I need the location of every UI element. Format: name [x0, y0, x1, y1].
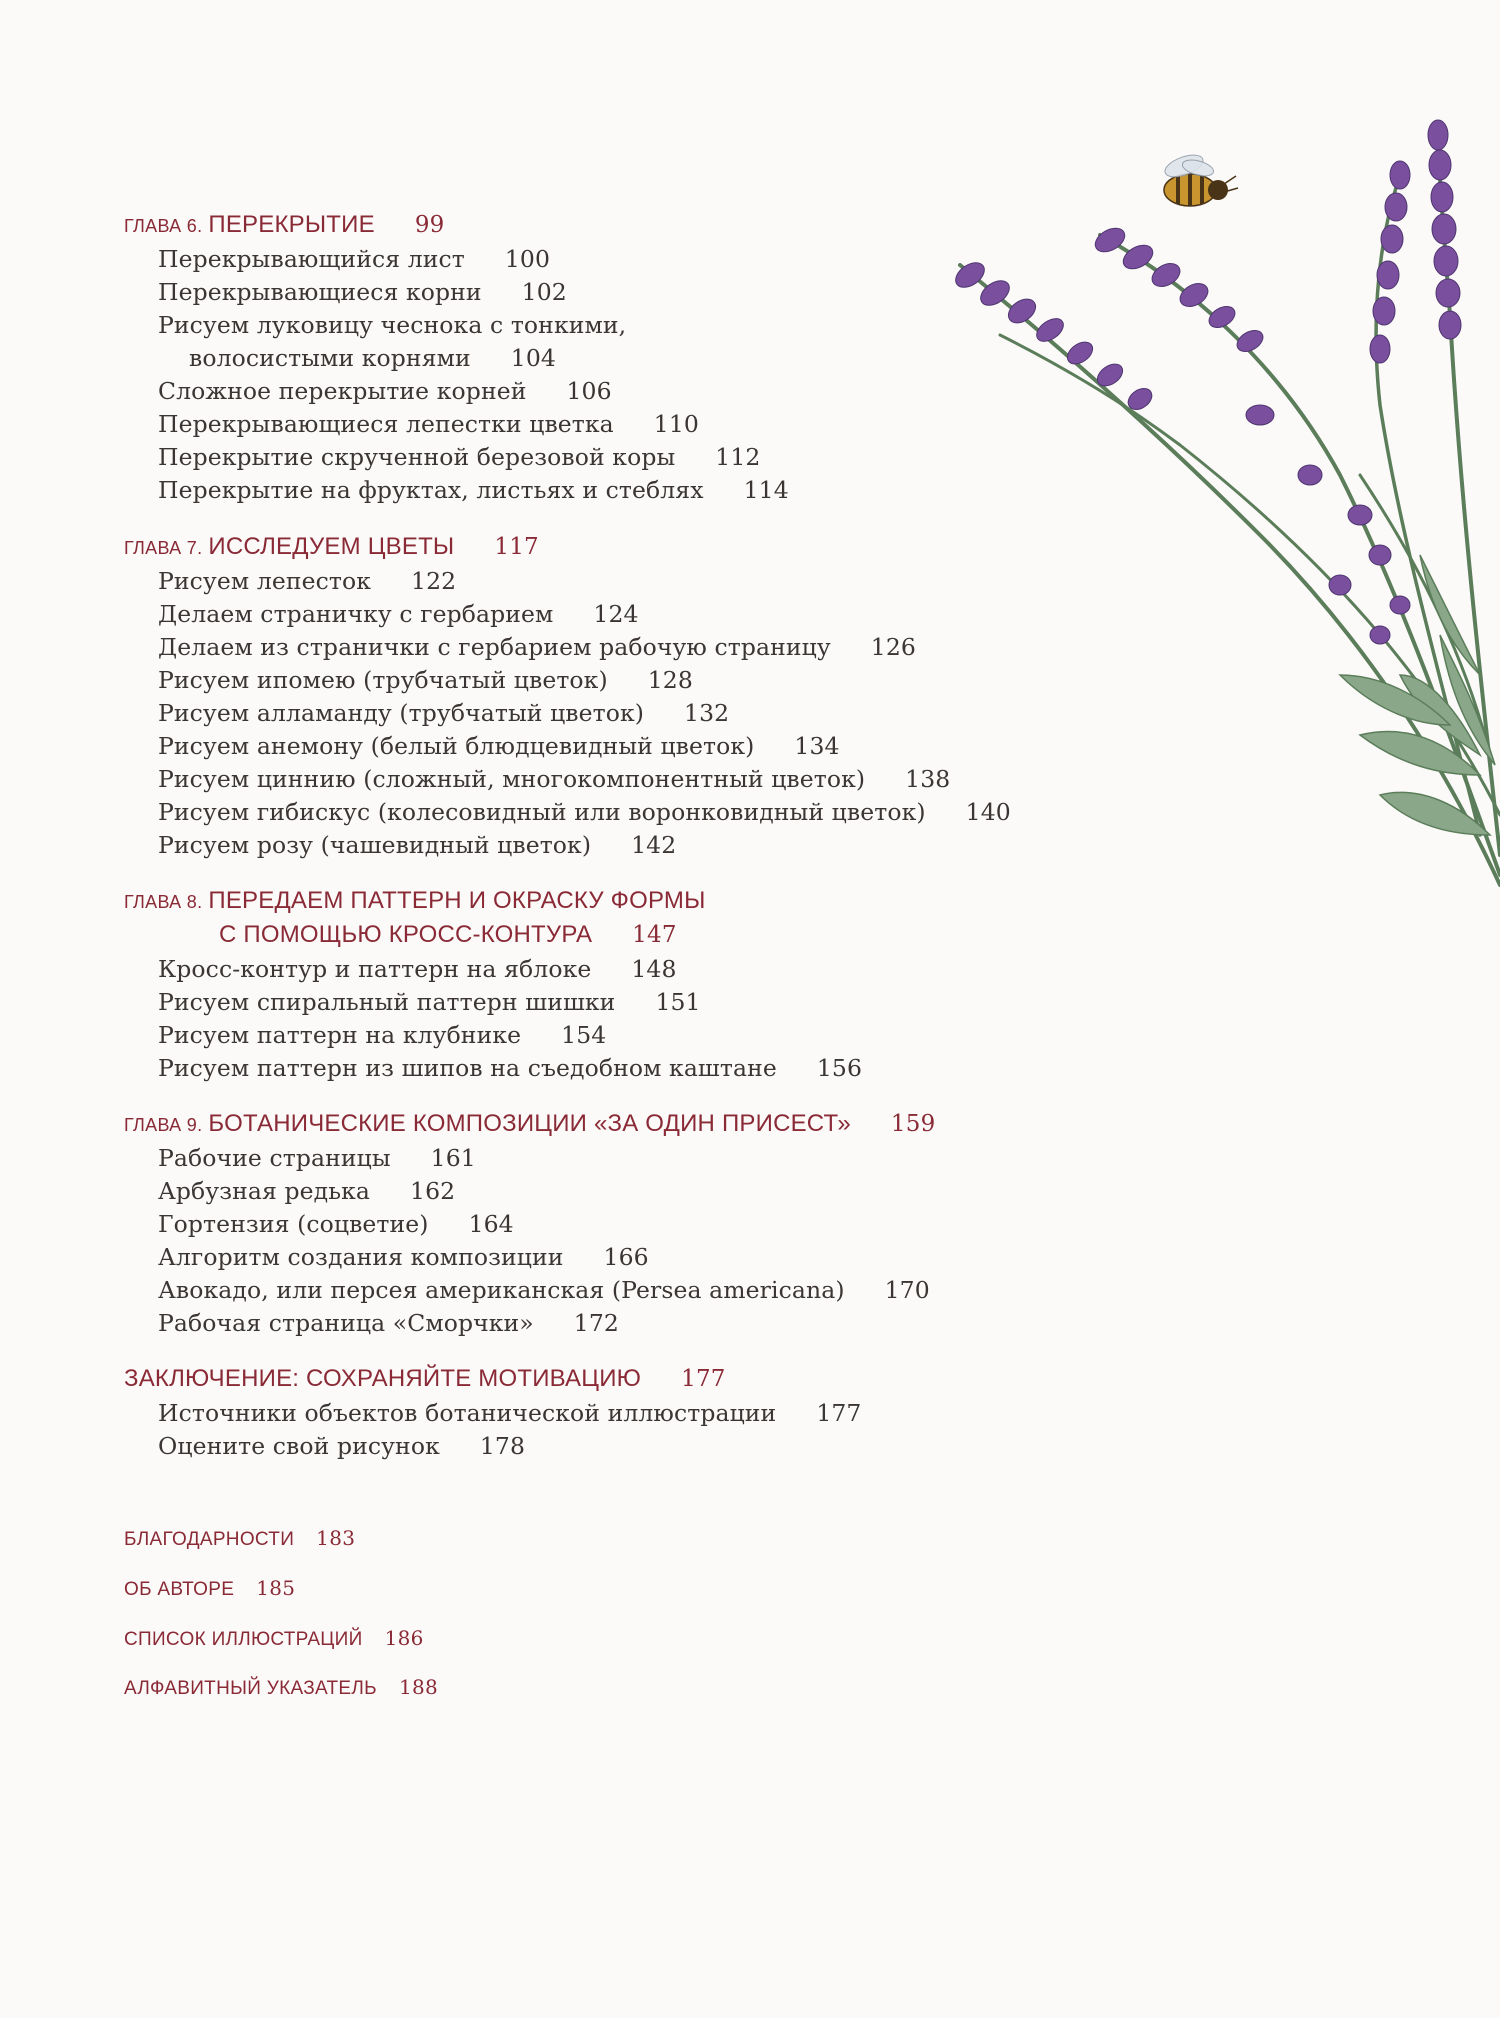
- entry-title: Источники объектов ботанической иллюстрации: [158, 1399, 777, 1427]
- entry-title: Перекрывающийся лист: [158, 245, 465, 273]
- entry-title: Рисуем лепесток: [158, 567, 372, 595]
- entry-title: Рабочие страницы: [158, 1144, 391, 1172]
- toc-entry[interactable]: [158, 1021, 606, 1049]
- lavender-stems: [960, 135, 1500, 885]
- entry-title: Рисуем гибискус (колесовидный или воронковидный цветок): [158, 798, 926, 826]
- chapter-9-heading[interactable]: [124, 1110, 935, 1138]
- entry-title: Кросс-контур и паттерн на яблоке: [158, 955, 592, 983]
- toc-entry[interactable]: [158, 666, 693, 694]
- entry-title: Рисуем паттерн из шипов на съедобном каштане: [158, 1054, 777, 1082]
- entry-page: 138: [905, 765, 951, 793]
- chapter-title: ИССЛЕДУЕМ ЦВЕТЫ: [208, 533, 455, 560]
- chapter-title-line-2: С ПОМОЩЬЮ КРОСС-КОНТУРА: [219, 921, 593, 948]
- entry-page: 166: [603, 1243, 649, 1271]
- entry-title: Рисуем алламанду (трубчатый цветок): [158, 699, 645, 727]
- entry-page: 151: [655, 988, 701, 1016]
- entry-title: Рисуем анемону (белый блюдцевидный цветок): [158, 732, 755, 760]
- section-title: ОБ АВТОРЕ: [124, 1579, 235, 1600]
- entry-title: Сложное перекрытие корней: [158, 377, 527, 405]
- toc-entry[interactable]: [158, 765, 950, 793]
- chapter-label: ГЛАВА 7.: [124, 538, 203, 558]
- chapter-title: ЗАКЛЮЧЕНИЕ: СОХРАНЯЙТЕ МОТИВАЦИЮ: [124, 1365, 642, 1392]
- toc-entry[interactable]: [158, 476, 789, 504]
- chapter-page: 147: [632, 922, 677, 948]
- toc-entry[interactable]: [158, 699, 729, 727]
- toc-entry[interactable]: [158, 600, 639, 628]
- toc-entry[interactable]: [158, 831, 676, 859]
- entry-page: 164: [468, 1210, 514, 1238]
- entry-title: Рисуем спиральный паттерн шишки: [158, 988, 616, 1016]
- toc-entry[interactable]: [158, 1144, 476, 1172]
- entry-title: Делаем страничку с гербарием: [158, 600, 554, 628]
- toc-entry[interactable]: [158, 1432, 525, 1460]
- toc-entry[interactable]: [158, 1243, 649, 1271]
- entry-page: 100: [504, 245, 551, 273]
- entry-page: 128: [647, 666, 693, 694]
- chapter-page: 177: [681, 1366, 726, 1392]
- entry-page: 102: [521, 278, 567, 306]
- entry-title: Рисуем луковицу чеснока с тонкими,: [158, 311, 627, 339]
- entry-page: 112: [715, 443, 761, 471]
- toc-entry[interactable]: [158, 410, 699, 438]
- entry-title: Алгоритм создания композиции: [158, 1243, 564, 1271]
- entry-title: Перекрывающиеся лепестки цветка: [158, 410, 614, 438]
- entry-title: Рисуем циннию (сложный, многокомпонентный цветок): [158, 765, 866, 793]
- entry-title: Рисуем ипомею (трубчатый цветок): [158, 666, 608, 694]
- lavender-illustration: [840, 115, 1500, 905]
- entry-title: Гортензия (соцветие): [158, 1210, 429, 1238]
- chapter-label: ГЛАВА 8.: [124, 892, 203, 912]
- chapter-title-line-1: ПЕРЕДАЕМ ПАТТЕРН И ОКРАСКУ ФОРМЫ: [208, 887, 706, 914]
- toc-entry[interactable]: [158, 1054, 862, 1082]
- entry-title: Оцените свой рисунок: [158, 1432, 440, 1460]
- entry-page: 177: [816, 1399, 862, 1427]
- section-page: 188: [398, 1675, 439, 1699]
- entry-page: 110: [653, 410, 699, 438]
- section-page: 185: [256, 1576, 296, 1600]
- back-matter-entry[interactable]: [124, 1626, 424, 1651]
- entry-page: 156: [816, 1054, 863, 1082]
- toc-entry[interactable]: [158, 988, 701, 1016]
- entry-title: Арбузная редька: [158, 1177, 371, 1205]
- section-title: БЛАГОДАРНОСТИ: [124, 1529, 295, 1550]
- toc-entry[interactable]: [158, 1210, 514, 1238]
- entry-page: 140: [965, 798, 1011, 826]
- back-matter-entry[interactable]: [124, 1526, 355, 1551]
- toc-entry[interactable]: [158, 278, 567, 306]
- entry-page: 142: [631, 831, 677, 859]
- toc-entry[interactable]: [158, 1177, 455, 1205]
- toc-entry-continuation[interactable]: [189, 344, 556, 372]
- entry-page: 162: [410, 1177, 456, 1205]
- conclusion-heading[interactable]: [124, 1365, 726, 1393]
- entry-page: 178: [479, 1432, 526, 1460]
- entry-page: 126: [870, 633, 916, 661]
- toc-entry[interactable]: [158, 311, 626, 339]
- entry-page: 104: [510, 344, 556, 372]
- entry-title: Авокадо, или персея американская (Persea americana): [158, 1276, 845, 1304]
- toc-entry[interactable]: [158, 1276, 930, 1304]
- entry-page: 170: [884, 1276, 930, 1304]
- chapter-page: 99: [414, 212, 445, 238]
- entry-page: 124: [593, 600, 639, 628]
- toc-entry[interactable]: [158, 633, 916, 661]
- back-matter-entry[interactable]: [124, 1675, 438, 1700]
- section-title: СПИСОК ИЛЛЮСТРАЦИЙ: [124, 1629, 363, 1650]
- toc-entry[interactable]: [158, 1399, 861, 1427]
- entry-title: волосистыми корнями: [189, 344, 471, 372]
- entry-page: 161: [430, 1144, 476, 1172]
- entry-page: 134: [794, 732, 840, 760]
- entry-title: Рабочая страница «Сморчки»: [158, 1309, 534, 1337]
- entry-title: Рисуем розу (чашевидный цветок): [158, 831, 592, 859]
- entry-title: Перекрытие на фруктах, листьях и стеблях: [158, 476, 704, 504]
- toc-entry[interactable]: [158, 567, 456, 595]
- chapter-7-heading[interactable]: [124, 533, 539, 561]
- section-page: 183: [316, 1526, 356, 1550]
- chapter-title: ПЕРЕКРЫТИЕ: [208, 211, 375, 238]
- entry-page: 148: [631, 955, 677, 983]
- chapter-title: БОТАНИЧЕСКИЕ КОМПОЗИЦИИ «ЗА ОДИН ПРИСЕСТ»: [208, 1110, 851, 1137]
- toc-entry[interactable]: [158, 955, 677, 983]
- entry-title: Перекрывающиеся корни: [158, 278, 482, 306]
- chapter-page: 159: [890, 1111, 936, 1137]
- entry-page: 132: [684, 699, 730, 727]
- back-matter-entry[interactable]: [124, 1576, 295, 1601]
- entry-title: Рисуем паттерн на клубнике: [158, 1021, 522, 1049]
- toc-entry[interactable]: [158, 443, 760, 471]
- bee-icon: [1162, 151, 1238, 206]
- toc-entry[interactable]: [158, 377, 612, 405]
- chapter-label: ГЛАВА 6.: [124, 216, 203, 236]
- chapter-label: ГЛАВА 9.: [124, 1115, 203, 1135]
- entry-page: 122: [411, 567, 457, 595]
- chapter-6-heading[interactable]: [124, 211, 445, 239]
- entry-page: 154: [561, 1021, 607, 1049]
- entry-title: Делаем из странички с гербарием рабочую страницу: [158, 633, 831, 661]
- toc-entry[interactable]: [158, 732, 840, 760]
- chapter-8-heading[interactable]: [124, 887, 706, 915]
- entry-page: 172: [573, 1309, 619, 1337]
- toc-entry[interactable]: [158, 245, 550, 273]
- section-page: 186: [384, 1626, 424, 1650]
- entry-title: Перекрытие скрученной березовой коры: [158, 443, 676, 471]
- entry-page: 106: [566, 377, 612, 405]
- section-title: АЛФАВИТНЫЙ УКАЗАТЕЛЬ: [124, 1678, 377, 1699]
- chapter-page: 117: [494, 534, 539, 560]
- chapter-8-heading-continuation[interactable]: [219, 921, 677, 949]
- entry-page: 114: [743, 476, 789, 504]
- toc-entry[interactable]: [158, 1309, 619, 1337]
